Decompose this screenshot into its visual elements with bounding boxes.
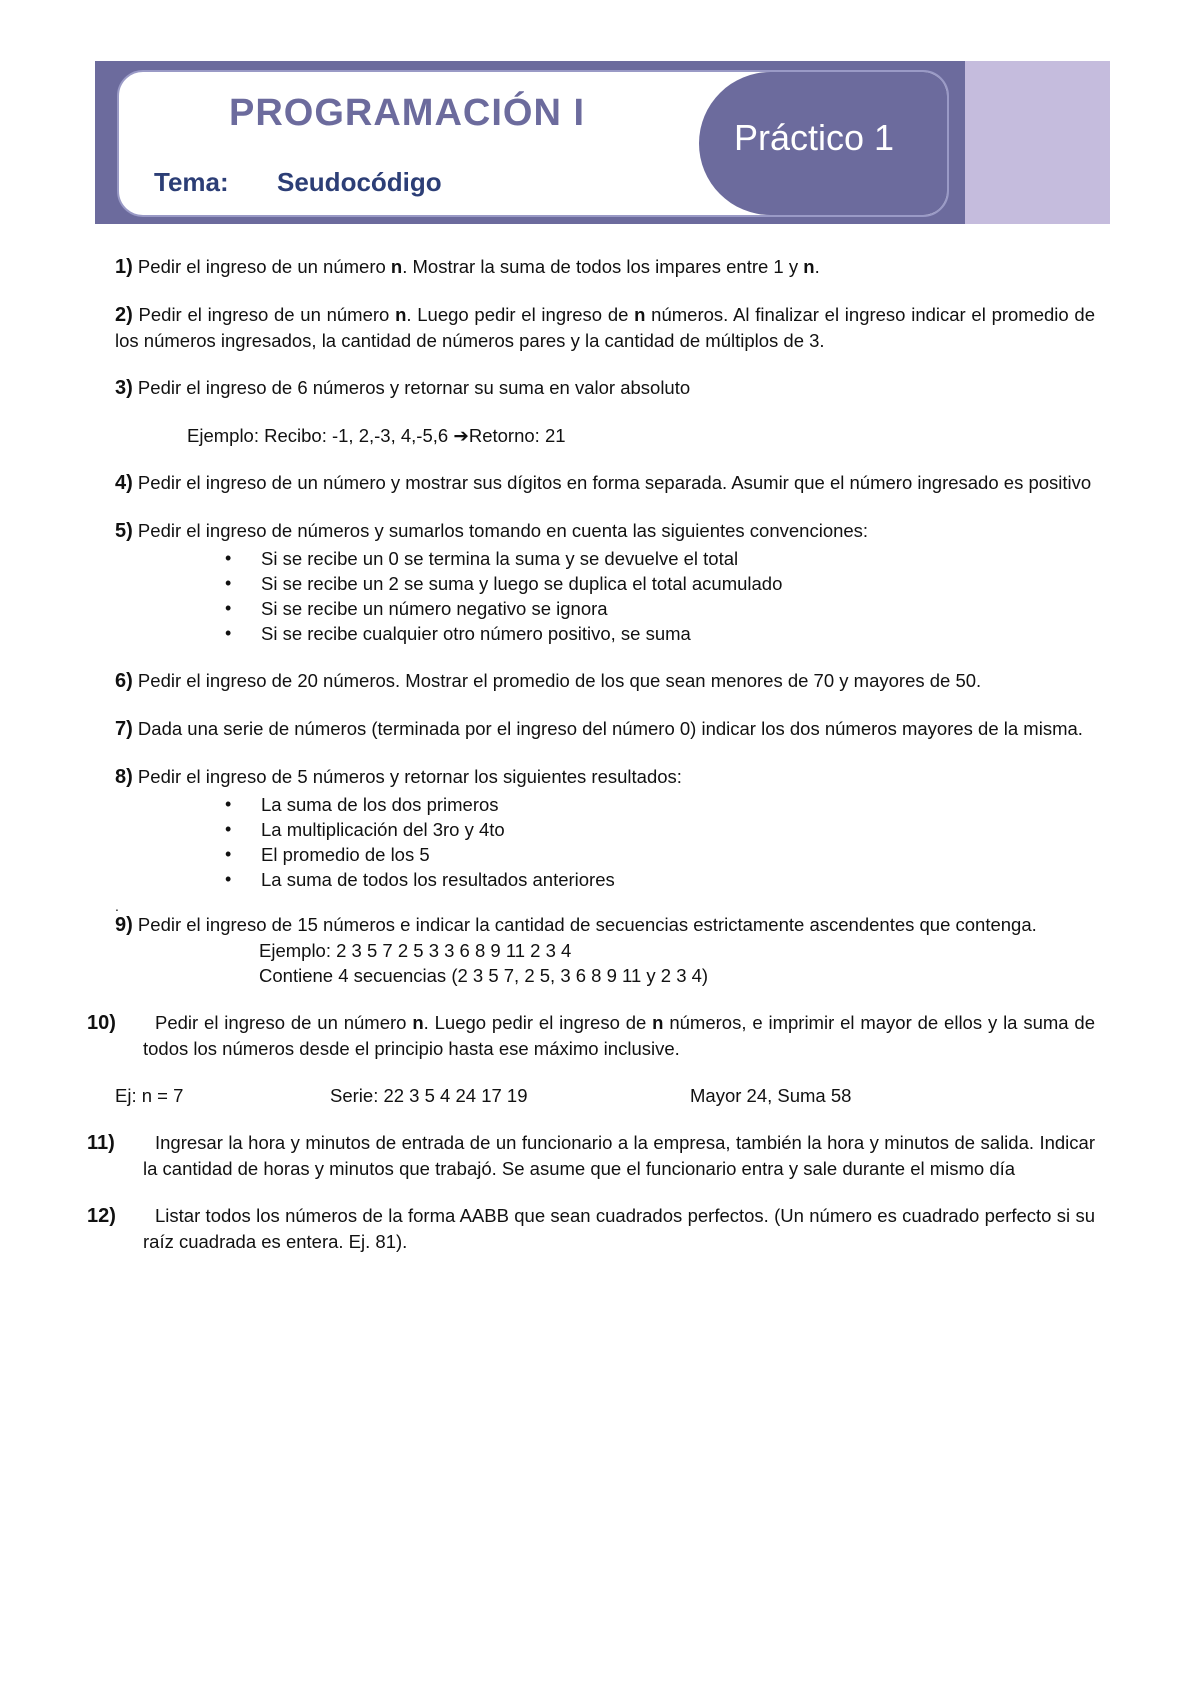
exercise-text: Pedir el ingreso de un número — [132, 304, 396, 325]
exercise-9-example: Ejemplo: 2 3 5 7 2 5 3 3 6 8 9 11 2 3 4 — [259, 940, 572, 961]
variable-n: n — [634, 304, 646, 325]
exercise-11 — [87, 1130, 1095, 1181]
exercise-10-example — [115, 1083, 1095, 1108]
exercise-text: Dada una serie de números (terminada por el ingreso del número 0) indicar los dos números mayores de la misma. — [132, 718, 1083, 739]
variable-n: n — [803, 256, 815, 277]
exercise-text: Pedir el ingreso de 20 números. Mostrar el promedio de los que sean menores de 70 y mayores de 50. — [132, 670, 982, 691]
exercise-number: 5) — [115, 520, 133, 542]
arrow-icon: ➔ — [453, 425, 469, 446]
topic-value: Seudocódigo — [277, 167, 442, 197]
exercise-text: Pedir el ingreso de 5 números y retornar los siguientes resultados: — [132, 766, 682, 787]
exercise-text: números. Al finalizar el ingreso indicar el promedio de los números ingresados, la cantidad de números pares y la cantidad de múltiplos de 3. — [115, 304, 1095, 351]
exercise-2 — [115, 302, 1095, 353]
exercise-number: 7) — [115, 718, 133, 740]
example-result: Retorno: 21 — [468, 425, 566, 446]
example-text: Ejemplo: Recibo: -1, 2,-3, 4,-5,6 — [187, 425, 454, 446]
list-item: • Si se recibe un 0 se termina la suma y se devuelve el total — [225, 546, 1095, 571]
variable-n: n — [412, 1012, 424, 1033]
exercise-text: Pedir el ingreso de números y sumarlos tomando en cuenta las siguientes convenciones: — [132, 520, 869, 541]
exercise-text: Pedir el ingreso de un número y mostrar sus dígitos en forma separada. Asumir que el número ingresado es positivo — [132, 472, 1092, 493]
exercise-12 — [87, 1203, 1095, 1254]
exercise-text: Pedir el ingreso de 6 números y retornar su suma en valor absoluto — [132, 377, 691, 398]
exercise-number: 11) — [87, 1132, 115, 1154]
exercise-5 — [115, 518, 1095, 544]
list-item: • La multiplicación del 3ro y 4to — [225, 817, 1095, 842]
exercise-number: 12) — [87, 1205, 116, 1227]
exercise-3-example — [187, 423, 1095, 448]
exercise-6 — [115, 668, 1095, 694]
exercise-number: 3) — [115, 377, 133, 399]
exercise-text: números, e imprimir el mayor de ellos y la suma de todos los números desde el principio hasta ese máximo inclusive. — [143, 1012, 1095, 1059]
exercise-8 — [115, 764, 1095, 790]
exercise-text: Pedir el ingreso de un número — [155, 1012, 413, 1033]
exercise-text: Pedir el ingreso de un número — [132, 256, 391, 277]
variable-n: n — [390, 256, 403, 277]
exercise-text: . Luego pedir el ingreso de — [406, 304, 635, 325]
example-result: Mayor 24, Suma 58 — [690, 1085, 852, 1106]
exercise-5-conventions — [115, 546, 1095, 646]
example-series: Serie: 22 3 5 4 24 17 19 — [330, 1085, 528, 1106]
exercise-9 — [115, 912, 1095, 938]
exercise-10 — [87, 1010, 1095, 1061]
stray-dot: . — [115, 898, 119, 914]
practice-badge-label: Práctico 1 — [733, 117, 895, 158]
list-item: • La suma de los dos primeros — [225, 792, 1095, 817]
exercise-7 — [115, 716, 1095, 742]
header-accent-block — [965, 61, 1110, 224]
exercise-3 — [115, 375, 1095, 401]
exercise-number: 2) — [115, 304, 133, 326]
exercise-text: Ingresar la hora y minutos de entrada de un funcionario a la empresa, también la hora y minutos de salida. Indicar la cantidad de horas y minutos que trabajó. Se asume que el funcionario entra y sale durante el mismo día — [143, 1132, 1095, 1179]
exercise-number: 8) — [115, 766, 133, 788]
header-card — [117, 70, 949, 217]
exercise-number: 1) — [115, 256, 133, 278]
course-title: PROGRAMACIÓN I — [229, 92, 585, 134]
list-item: • El promedio de los 5 — [225, 842, 1095, 867]
exercise-4 — [115, 470, 1095, 496]
list-item: • Si se recibe un número negativo se ignora — [225, 596, 1095, 621]
exercise-list — [87, 254, 1095, 1276]
exercise-8-results — [115, 792, 1095, 892]
variable-n: n — [395, 304, 407, 325]
exercise-9-explanation: Contiene 4 secuencias (2 3 5 7, 2 5, 3 6 8 9 11 y 2 3 4) — [259, 965, 709, 986]
list-item: • Si se recibe un 2 se suma y luego se duplica el total acumulado — [225, 571, 1095, 596]
exercise-number: 4) — [115, 472, 133, 494]
topic-label: Tema: — [154, 167, 229, 197]
practice-badge — [699, 72, 949, 215]
list-item: • La suma de todos los resultados anteriores — [225, 867, 1095, 892]
variable-n: n — [652, 1012, 664, 1033]
exercise-text: . — [814, 256, 820, 277]
exercise-text: Pedir el ingreso de 15 números e indicar la cantidad de secuencias estrictamente ascendentes que contenga. — [132, 914, 1037, 935]
exercise-number: 10) — [87, 1012, 116, 1034]
exercise-1 — [115, 254, 1095, 280]
exercise-text: . Mostrar la suma de todos los impares entre 1 y — [402, 256, 804, 277]
exercise-number: 6) — [115, 670, 133, 692]
list-item: • Si se recibe cualquier otro número positivo, se suma — [225, 621, 1095, 646]
exercise-text: . Luego pedir el ingreso de — [423, 1012, 653, 1033]
exercise-text: Listar todos los números de la forma AABB que sean cuadrados perfectos. (Un número es cuadrado perfecto si su raíz cuadrada es entera. Ej. 81). — [143, 1205, 1095, 1252]
example-n: Ej: n = 7 — [115, 1085, 184, 1106]
exercise-number: 9) — [115, 914, 133, 936]
